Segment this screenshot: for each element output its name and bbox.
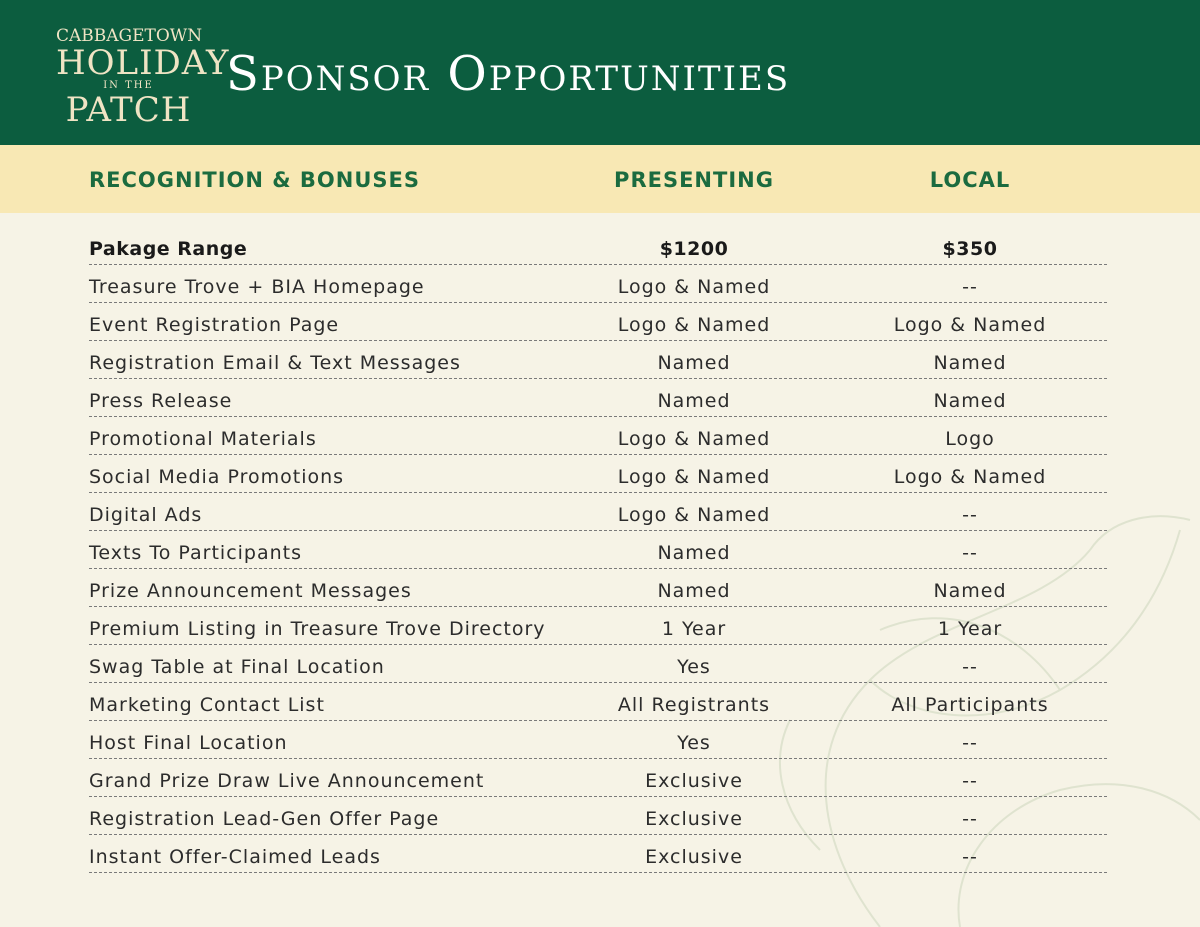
local-value: $350 <box>942 238 998 260</box>
local-value: Logo <box>945 428 995 450</box>
local-value: All Participants <box>891 694 1049 716</box>
table-row <box>89 798 1107 835</box>
table-row <box>89 760 1107 797</box>
presenting-value: $1200 <box>659 238 729 260</box>
column-header-recognition: RECOGNITION & BONUSES <box>89 168 420 192</box>
presenting-value: Named <box>657 390 731 412</box>
local-value: -- <box>962 770 978 792</box>
event-logo <box>56 26 230 130</box>
local-value: -- <box>962 542 978 564</box>
table-row <box>89 570 1107 607</box>
local-value: Named <box>933 580 1007 602</box>
local-value: -- <box>962 846 978 868</box>
table-row <box>89 494 1107 531</box>
table-row <box>89 304 1107 341</box>
row-label: Pakage Range <box>89 238 248 260</box>
table-row <box>89 532 1107 569</box>
table-row <box>89 456 1107 493</box>
local-value: Logo & Named <box>893 314 1047 336</box>
row-label: Marketing Contact List <box>89 694 325 716</box>
logo-line-1: CABBAGETOWN <box>56 26 203 46</box>
presenting-value: All Registrants <box>617 694 771 716</box>
presenting-value: Exclusive <box>645 808 743 830</box>
row-label: Treasure Trove + BIA Homepage <box>89 276 425 298</box>
row-label: Promotional Materials <box>89 428 317 450</box>
header-banner <box>0 0 1200 145</box>
presenting-value: Logo & Named <box>617 276 771 298</box>
presenting-value: Yes <box>677 732 711 754</box>
presenting-value: Named <box>657 542 731 564</box>
table-row <box>89 266 1107 303</box>
table-row <box>89 646 1107 683</box>
column-header-presenting: PRESENTING <box>614 168 774 192</box>
row-label: Premium Listing in Treasure Trove Directory <box>89 618 546 640</box>
table-row <box>89 418 1107 455</box>
presenting-value: Named <box>657 580 731 602</box>
presenting-value: Logo & Named <box>617 466 771 488</box>
page-title: Sponsor Opportunities <box>226 46 791 102</box>
row-label: Registration Lead-Gen Offer Page <box>89 808 440 830</box>
presenting-value: Logo & Named <box>617 504 771 526</box>
row-label: Event Registration Page <box>89 314 340 336</box>
row-label: Press Release <box>89 390 233 412</box>
presenting-value: Logo & Named <box>617 314 771 336</box>
presenting-value: Named <box>657 352 731 374</box>
sponsor-table <box>89 220 1107 874</box>
presenting-value: Yes <box>677 656 711 678</box>
row-label: Host Final Location <box>89 732 288 754</box>
presenting-value: 1 Year <box>661 618 727 640</box>
row-label: Digital Ads <box>89 504 203 526</box>
local-value: 1 Year <box>937 618 1003 640</box>
local-value: -- <box>962 276 978 298</box>
local-value: -- <box>962 656 978 678</box>
row-label: Texts To Participants <box>89 542 303 564</box>
logo-line-4: PATCH <box>65 90 192 130</box>
table-row <box>89 836 1107 873</box>
table-row <box>89 722 1107 759</box>
local-value: Named <box>933 352 1007 374</box>
logo-line-3: IN THE <box>103 80 154 91</box>
local-value: Named <box>933 390 1007 412</box>
presenting-value: Logo & Named <box>617 428 771 450</box>
column-header-local: LOCAL <box>929 168 1011 192</box>
presenting-value: Exclusive <box>645 846 743 868</box>
row-label: Prize Announcement Messages <box>89 580 412 602</box>
table-row <box>89 608 1107 645</box>
local-value: -- <box>962 808 978 830</box>
row-label: Social Media Promotions <box>89 466 345 488</box>
row-label: Swag Table at Final Location <box>89 656 385 678</box>
local-value: Logo & Named <box>893 466 1047 488</box>
local-value: -- <box>962 504 978 526</box>
table-row <box>89 684 1107 721</box>
table-row <box>89 342 1107 379</box>
logo-line-2: HOLIDAY <box>56 43 230 83</box>
row-label: Instant Offer-Claimed Leads <box>89 846 381 868</box>
row-label: Registration Email & Text Messages <box>89 352 461 374</box>
local-value: -- <box>962 732 978 754</box>
package-range-row <box>89 220 1107 265</box>
row-label: Grand Prize Draw Live Announcement <box>89 770 485 792</box>
presenting-value: Exclusive <box>645 770 743 792</box>
table-row <box>89 380 1107 417</box>
